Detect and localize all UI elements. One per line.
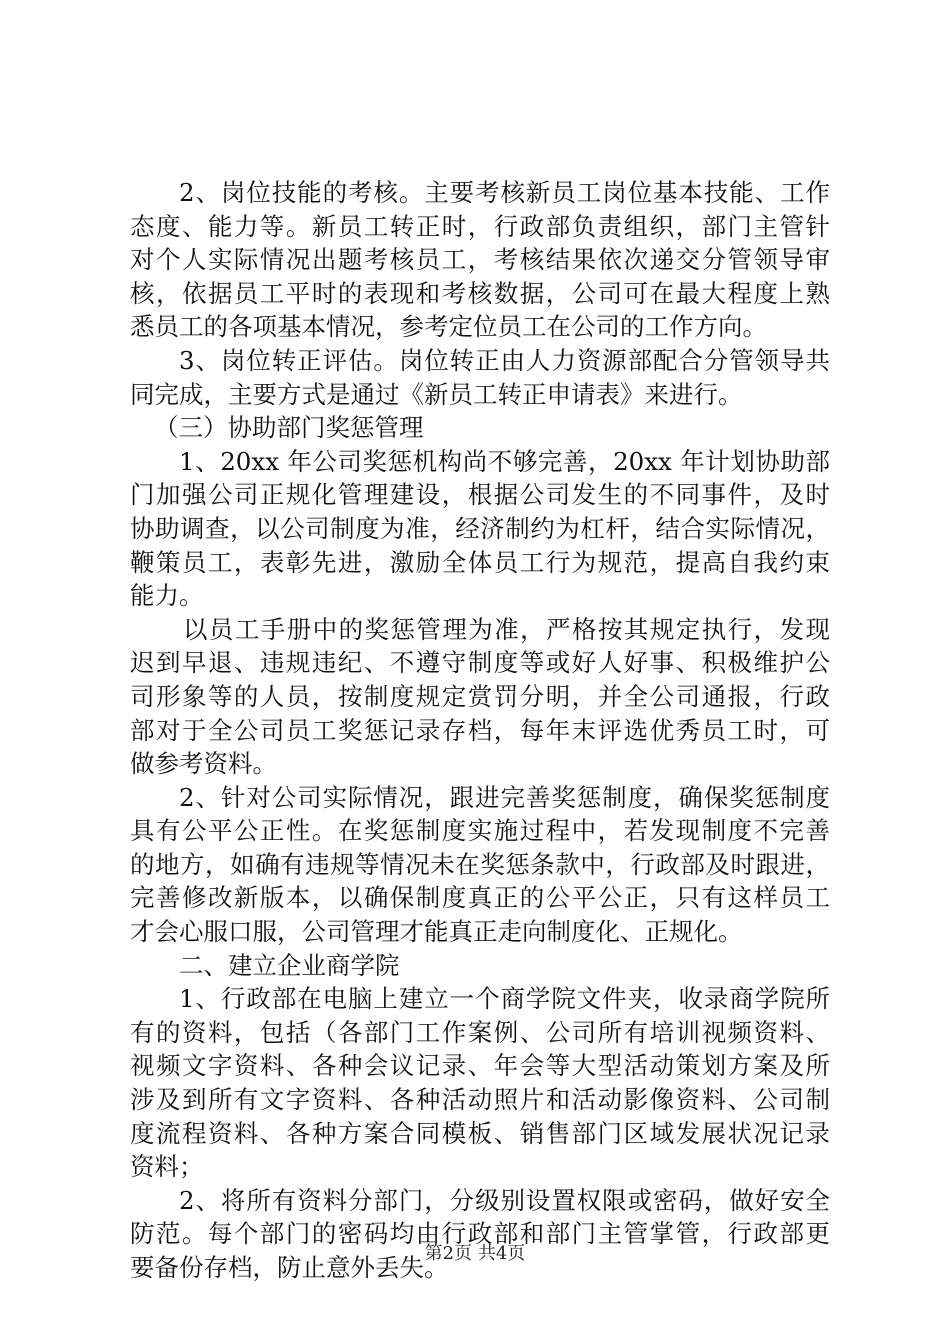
paragraph-line: 能力。 — [130, 581, 204, 611]
paragraph-line: 迟到早退、违规违纪、不遵守制度等或好人好事、积极维护公 — [130, 648, 830, 678]
section-heading: （三）协助部门奖惩管理 — [154, 413, 424, 443]
paragraph-line: 2、将所有资料分部门，分级别设置权限或密码，做好安全 — [179, 1185, 830, 1215]
paragraph-line: 2、岗位技能的考核。主要考核新员工岗位基本技能、工作 — [179, 178, 830, 207]
page-number-footer: 第2页 共4页 — [424, 1243, 526, 1264]
paragraph-line: 鞭策员工，表彰先进，激励全体员工行为规范，提高自我约束 — [130, 547, 830, 577]
paragraph-line: 1、行政部在电脑上建立一个商学院文件夹，收录商学院所 — [179, 984, 830, 1014]
paragraph-line: 同完成，主要方式是通过《新员工转正申请表》来进行。 — [130, 379, 743, 409]
paragraph-line: 核，依据员工平时的表现和考核数据，公司可在最大程度上熟 — [130, 278, 830, 308]
paragraph-line: 3、岗位转正评估。岗位转正由人力资源部配合分管领导共 — [179, 345, 830, 375]
paragraph-line: 视频文字资料、各种会议记录、年会等大型活动策划方案及所 — [130, 1051, 830, 1081]
paragraph-line: 1、20xx 年公司奖惩机构尚不够完善，20xx 年计划协助部 — [179, 446, 830, 476]
paragraph-line: 司形象等的人员，按制度规定赏罚分明，并全公司通报，行政 — [130, 681, 830, 711]
paragraph-line: 资料； — [130, 1152, 204, 1182]
paragraph-line: 涉及到所有文字资料、各种活动照片和活动影像资料、公司制 — [130, 1085, 830, 1115]
paragraph-line: 态度、能力等。新员工转正时，行政部负责组织，部门主管针 — [130, 211, 830, 241]
paragraph-line: 的地方，如确有违规等情况未在奖惩条款中，行政部及时跟进， — [130, 849, 830, 879]
paragraph-line: 才会心服口服，公司管理才能真正走向制度化、正规化。 — [130, 917, 743, 947]
paragraph-line: 协助调查，以公司制度为准，经济制约为杠杆，结合实际情况， — [130, 513, 830, 543]
paragraph-line: 部对于全公司员工奖惩记录存档，每年末评选优秀员工时，可 — [130, 715, 830, 745]
paragraph-line: 悉员工的各项基本情况，参考定位员工在公司的工作方向。 — [130, 312, 767, 342]
document-body — [130, 176, 830, 1285]
section-heading: 二、建立企业商学院 — [179, 950, 400, 980]
paragraph-line: 做参考资料。 — [130, 749, 277, 779]
paragraph-line: 具有公平公正性。在奖惩制度实施过程中，若发现制度不完善 — [130, 816, 830, 846]
paragraph-line: 度流程资料、各种方案合同模板、销售部门区域发展状况记录 — [130, 1118, 830, 1148]
paragraph-line: 防范。每个部门的密码均由行政部和部门主管掌管，行政部更 — [130, 1219, 830, 1249]
paragraph-line: 以员工手册中的奖惩管理为准，严格按其规定执行，发现 — [183, 614, 830, 644]
paragraph-line: 要备份存档，防止意外丢失。 — [130, 1253, 449, 1282]
paragraph-line: 门加强公司正规化管理建设，根据公司发生的不同事件，及时 — [130, 480, 830, 510]
paragraph-line: 有的资料，包括（各部门工作案例、公司所有培训视频资料、 — [130, 1017, 830, 1047]
paragraph-line: 2、针对公司实际情况，跟进完善奖惩制度，确保奖惩制度 — [179, 782, 830, 812]
paragraph-line: 对个人实际情况出题考核员工，考核结果依次递交分管领导审 — [130, 245, 830, 275]
paragraph-line: 完善修改新版本，以确保制度真正的公平公正，只有这样员工 — [130, 883, 830, 913]
